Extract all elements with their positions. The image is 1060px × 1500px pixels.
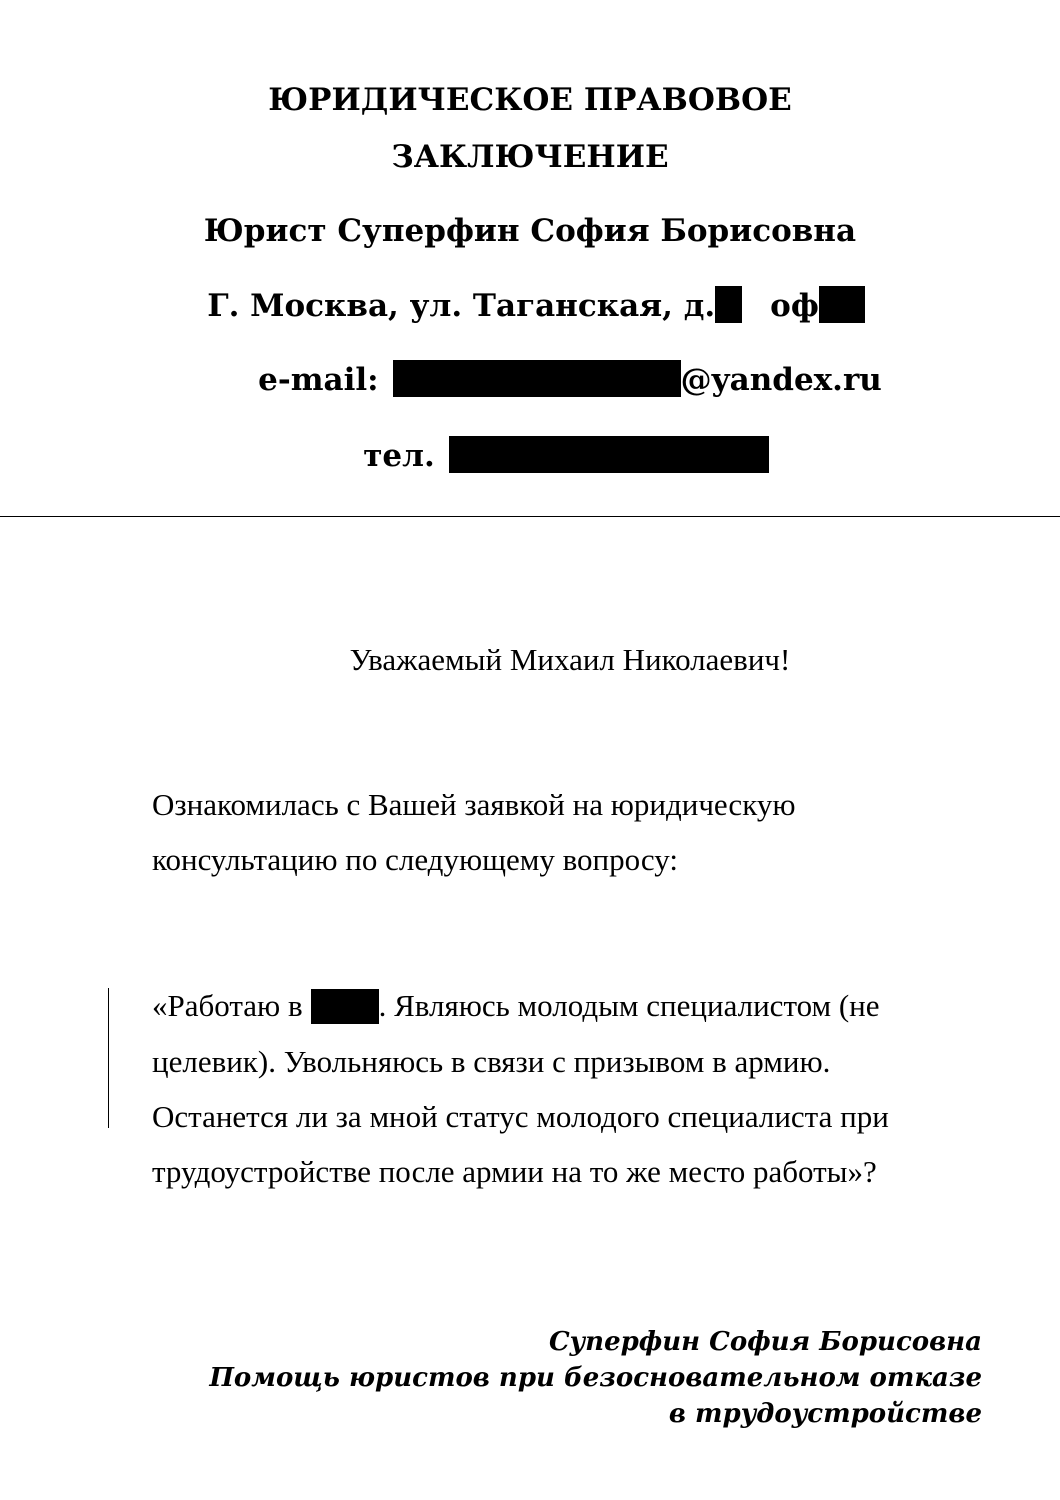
greeting: Уважаемый Михаил Николаевич! [349, 642, 791, 677]
address-office-label: оф [770, 288, 819, 324]
redaction-block-phone [449, 436, 769, 473]
quote-line-3: Останется ли за мной статус молодого специалиста при [152, 1099, 889, 1134]
email-label: e-mail: [258, 362, 379, 398]
lawyer-name: Юрист Суперфин София Борисовна [203, 213, 857, 249]
quote-line-4: трудоустройстве после армии на то же место работы»? [152, 1154, 877, 1189]
email-domain: @yandex.ru [680, 362, 882, 398]
signature-line-3: в трудоустройстве [668, 1399, 982, 1429]
quote-line-1 [152, 986, 880, 1026]
redaction-block-house [715, 286, 742, 323]
quote-line-2: целевик). Увольняюсь в связи с призывом в армию. [152, 1044, 831, 1079]
redaction-block-office [819, 286, 865, 323]
address-text: Г. Москва, ул. Таганская, д. [207, 288, 716, 324]
quote-text-start: «Работаю в [152, 988, 303, 1023]
header-divider [0, 516, 1060, 517]
address-line [6, 286, 1060, 326]
signature-line-2: Помощь юристов при безосновательном отказе [209, 1363, 982, 1393]
intro-line-2: консультацию по следующему вопросу: [152, 842, 678, 877]
document-title-line-2: ЗАКЛЮЧЕНИЕ [391, 139, 669, 175]
redaction-block-email [393, 360, 681, 397]
phone-label: тел. [363, 438, 435, 474]
quote-text-end: . Являюсь молодым специалистом (не [378, 988, 880, 1023]
redaction-block-workplace [311, 989, 379, 1024]
quote-margin-bar [108, 988, 109, 1128]
intro-line-1: Ознакомилась с Вашей заявкой на юридическую [152, 787, 796, 822]
phone-line [36, 436, 1060, 476]
signature-name: Суперфин София Борисовна [548, 1327, 982, 1357]
email-line [40, 360, 1060, 400]
document-title-line-1: ЮРИДИЧЕСКОЕ ПРАВОВОЕ [268, 82, 792, 118]
